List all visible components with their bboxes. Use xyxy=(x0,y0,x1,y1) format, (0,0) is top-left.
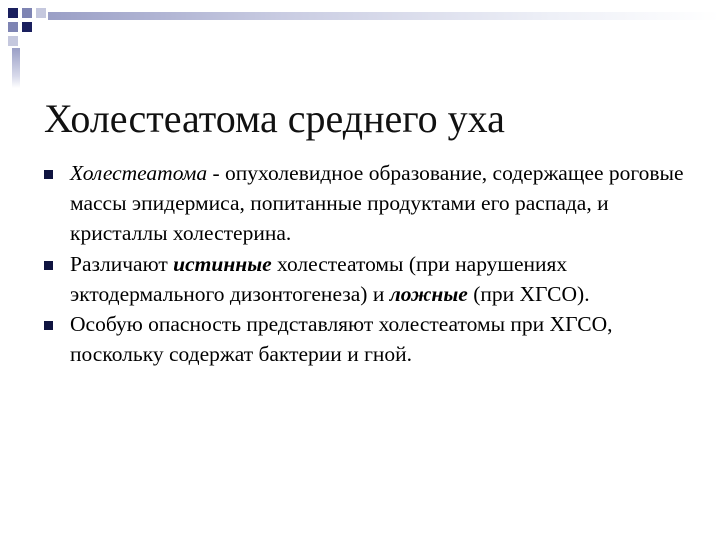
deco-square-pale xyxy=(8,36,18,46)
bullet-list xyxy=(44,158,684,369)
term-text: ложные xyxy=(389,281,468,306)
square-bullet-icon xyxy=(44,321,53,330)
square-bullet-icon xyxy=(44,261,53,270)
deco-square-light xyxy=(22,8,32,18)
term-text: Холестеатома xyxy=(70,161,208,185)
bullet-text: холестеатомы (при нарушениях эктодермального дизонтогенеза) и xyxy=(70,251,568,306)
term-text: истинные xyxy=(173,251,272,276)
bullet-item xyxy=(44,249,684,309)
deco-square-dark xyxy=(22,22,32,32)
bullet-text: - опухолевидное образование, содержащее роговые массы эпидермиса, попитанные продуктами его распада, и кристаллы холестерина. xyxy=(70,161,684,246)
bullet-text: Особую опасность представляют холестеатомы при ХГСО, поскольку содержат бактерии и гной. xyxy=(70,312,613,367)
bullet-item xyxy=(44,309,684,369)
bullet-item xyxy=(44,158,684,249)
deco-square-dark xyxy=(8,8,18,18)
left-gradient-bar xyxy=(12,48,20,88)
deco-square-light xyxy=(8,22,18,32)
bullet-text: Различают xyxy=(70,251,174,276)
bullet-text: (при ХГСО). xyxy=(467,281,590,306)
top-gradient-bar xyxy=(48,12,720,20)
slide-title: Холестеатома среднего уха xyxy=(44,95,505,141)
square-bullet-icon xyxy=(44,170,53,179)
deco-square-pale xyxy=(36,8,46,18)
